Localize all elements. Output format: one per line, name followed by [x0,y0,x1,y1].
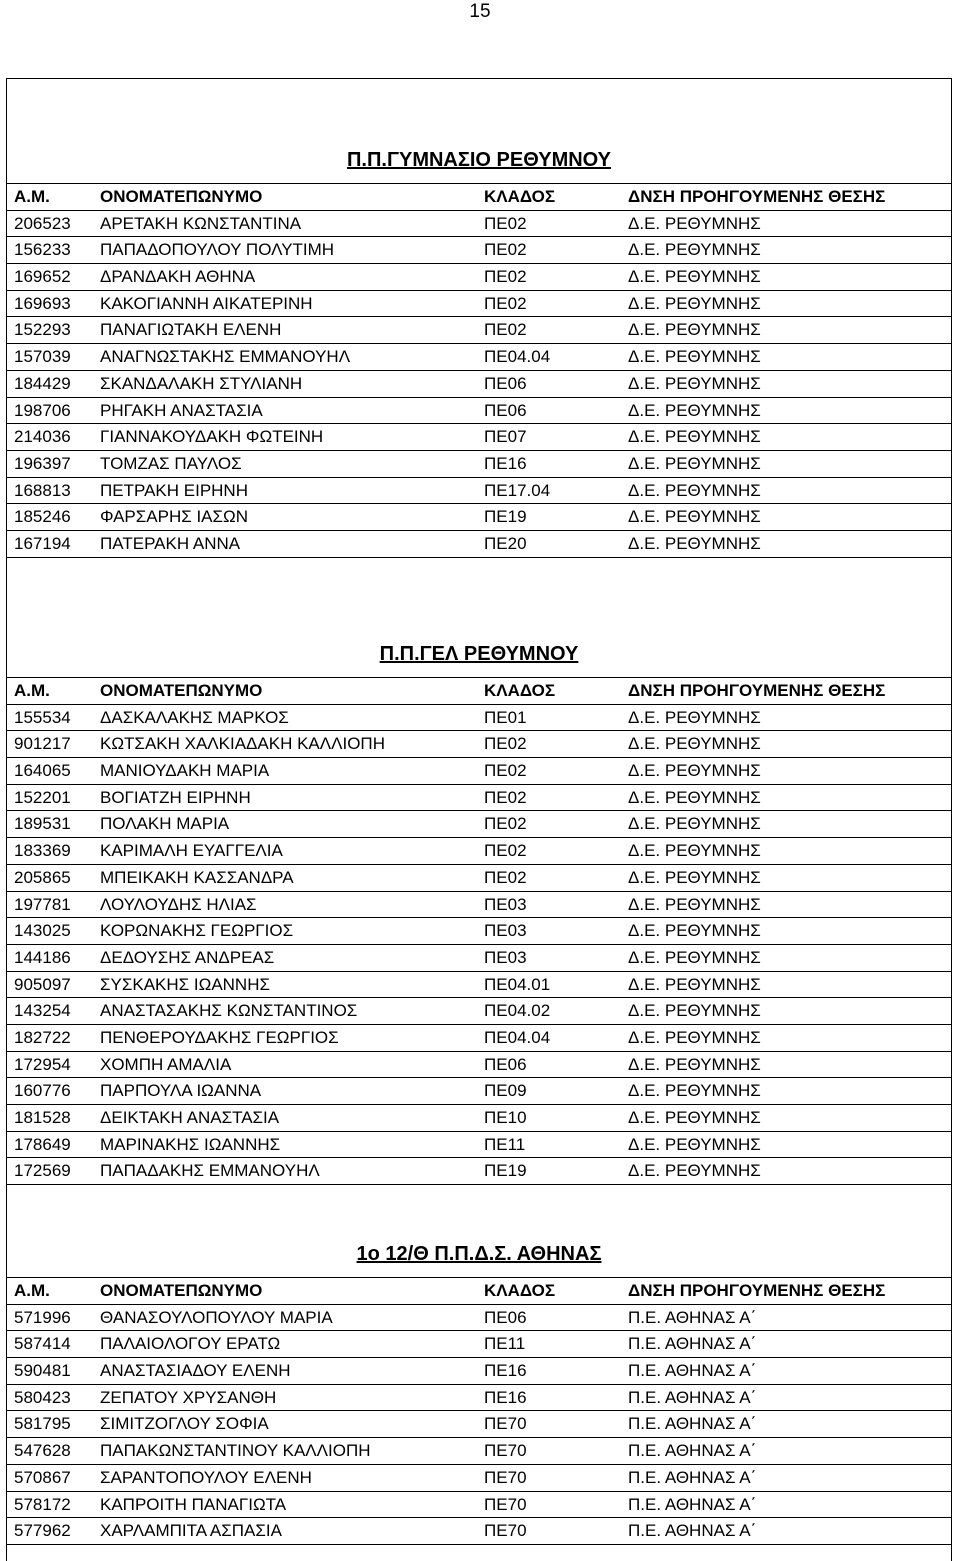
cell-klados: ΠΕ02 [484,814,527,834]
cell-prev: Δ.Ε. ΡΕΘΥΜΝΗΣ [628,894,761,914]
table-row [6,1411,952,1438]
cell-am: 577962 [14,1521,71,1541]
cell-klados: ΠΕ07 [484,427,527,447]
cell-am: 189531 [14,814,71,834]
cell-prev: Π.Ε. ΑΘΗΝΑΣ Α΄ [628,1414,757,1434]
table-row [6,1518,952,1545]
cell-prev: Π.Ε. ΑΘΗΝΑΣ Α΄ [628,1361,757,1381]
cell-klados: ΠΕ02 [484,267,527,287]
column-header-klados: ΚΛΑΔΟΣ [484,681,556,700]
cell-name: ΜΑΡΙΝΑΚΗΣ ΙΩΑΝΝΗΣ [100,1134,281,1154]
cell-name: ΠΑΛΑΙΟΛΟΓΟΥ ΕΡΑΤΩ [100,1334,281,1354]
table-row [6,1331,952,1358]
cell-name: ΚΟΡΩΝΑΚΗΣ ΓΕΩΡΓΙΟΣ [100,921,294,941]
table-row [6,705,952,732]
cell-prev: Δ.Ε. ΡΕΘΥΜΝΗΣ [628,373,761,393]
cell-name: ΠΑΠΑΔΟΠΟΥΛΟΥ ΠΟΛΥΤΙΜΗ [100,240,335,260]
cell-klados: ΠΕ11 [484,1334,526,1354]
cell-name: ΠΕΤΡΑΚΗ ΕΙΡΗΝΗ [100,480,248,500]
column-header-prev: ΔΝΣΗ ΠΡΟΗΓΟΥΜΕΝΗΣ ΘΕΣΗΣ [628,681,886,700]
cell-am: 590481 [14,1361,71,1381]
cell-prev: Δ.Ε. ΡΕΘΥΜΝΗΣ [628,814,761,834]
cell-klados: ΠΕ02 [484,787,527,807]
cell-am: 152201 [14,787,71,807]
cell-name: ΑΝΑΣΤΑΣΙΑΔΟΥ ΕΛΕΝΗ [100,1361,291,1381]
cell-klados: ΠΕ03 [484,921,527,941]
table-row [6,317,952,344]
table-row [6,811,952,838]
cell-am: 152293 [14,320,71,340]
cell-prev: Π.Ε. ΑΘΗΝΑΣ Α΄ [628,1441,757,1461]
cell-prev: Δ.Ε. ΡΕΘΥΜΝΗΣ [628,400,761,420]
cell-am: 169693 [14,293,71,313]
cell-name: ΣΙΜΙΤΖΟΓΛΟΥ ΣΟΦΙΑ [100,1414,269,1434]
cell-klados: ΠΕ17.04 [484,480,551,500]
table-row [6,785,952,812]
cell-klados: ΠΕ02 [484,293,527,313]
cell-klados: ΠΕ04.02 [484,1001,551,1021]
table-row [6,264,952,291]
cell-am: 185246 [14,507,71,527]
cell-klados: ΠΕ03 [484,894,527,914]
cell-prev: Δ.Ε. ΡΕΘΥΜΝΗΣ [628,213,761,233]
cell-name: ΠΟΛΑΚΗ ΜΑΡΙΑ [100,814,230,834]
cell-am: 198706 [14,400,71,420]
cell-prev: Δ.Ε. ΡΕΘΥΜΝΗΣ [628,841,761,861]
cell-klados: ΠΕ04.04 [484,347,551,367]
cell-name: ΖΕΠΑΤΟΥ ΧΡΥΣΑΝΘΗ [100,1387,277,1407]
cell-klados: ΠΕ70 [484,1494,527,1514]
section-gymnasio-rethymnou [6,136,952,558]
cell-prev: Δ.Ε. ΡΕΘΥΜΝΗΣ [628,787,761,807]
cell-klados: ΠΕ02 [484,734,527,754]
table-row [6,424,952,451]
section-title-text: 1ο 12/Θ Π.Π.Δ.Σ. ΑΘΗΝΑΣ [356,1243,602,1265]
table-row [6,1305,952,1332]
cell-name: ΡΗΓΑΚΗ ΑΝΑΣΤΑΣΙΑ [100,400,263,420]
cell-name: ΘΑΝΑΣΟΥΛΟΠΟΥΛΟΥ ΜΑΡΙΑ [100,1307,333,1327]
column-header-klados: ΚΛΑΔΟΣ [484,187,556,206]
table-row [6,1358,952,1385]
cell-prev: Δ.Ε. ΡΕΘΥΜΝΗΣ [628,1001,761,1021]
cell-name: ΚΑΠΡΟΙΤΗ ΠΑΝΑΓΙΩΤΑ [100,1494,287,1514]
cell-prev: Π.Ε. ΑΘΗΝΑΣ Α΄ [628,1467,757,1487]
cell-prev: Δ.Ε. ΡΕΘΥΜΝΗΣ [628,453,761,473]
cell-name: ΑΝΑΣΤΑΣΑΚΗΣ ΚΩΝΣΤΑΝΤΙΝΟΣ [100,1001,358,1021]
cell-name: ΔΑΣΚΑΛΑΚΗΣ ΜΑΡΚΟΣ [100,707,289,727]
cell-klados: ΠΕ16 [484,1361,527,1381]
cell-prev: Δ.Ε. ΡΕΘΥΜΝΗΣ [628,1108,761,1127]
cell-prev: Π.Ε. ΑΘΗΝΑΣ Α΄ [628,1521,757,1541]
cell-name: ΜΑΝΙΟΥΔΑΚΗ ΜΑΡΙΑ [100,761,270,781]
cell-prev: Π.Ε. ΑΘΗΝΑΣ Α΄ [628,1334,757,1354]
cell-klados: ΠΕ16 [484,1387,527,1407]
table-row [6,945,952,972]
cell-prev: Δ.Ε. ΡΕΘΥΜΝΗΣ [628,480,761,500]
cell-am: 570867 [14,1467,71,1487]
cell-klados: ΠΕ20 [484,533,527,553]
table-row [6,1078,952,1105]
column-header-am: Α.Μ. [14,187,50,206]
cell-klados: ΠΕ02 [484,240,527,260]
cell-prev: Δ.Ε. ΡΕΘΥΜΝΗΣ [628,507,761,527]
column-header-klados: ΚΛΑΔΟΣ [484,1281,556,1300]
table-header-row [6,678,952,705]
table-row [6,211,952,238]
cell-prev: Δ.Ε. ΡΕΘΥΜΝΗΣ [628,240,761,260]
cell-am: 169652 [14,267,71,287]
cell-am: 160776 [14,1081,71,1101]
cell-am: 164065 [14,761,71,781]
column-header-am: Α.Μ. [14,681,50,700]
cell-name: ΧΑΡΛΑΜΠΙΤΑ ΑΣΠΑΣΙΑ [100,1521,282,1541]
cell-klados: ΠΕ06 [484,373,527,393]
cell-klados: ΠΕ04.04 [484,1027,551,1047]
cell-am: 144186 [14,947,71,967]
cell-prev: Δ.Ε. ΡΕΘΥΜΝΗΣ [628,1161,761,1181]
section-ppds-athinas [6,1230,952,1545]
cell-klados: ΠΕ03 [484,947,527,967]
cell-am: 571996 [14,1307,71,1327]
cell-name: ΠΑΡΠΟΥΛΑ ΙΩΑΝΝΑ [100,1081,262,1101]
table-row [6,291,952,318]
cell-klados: ΠΕ06 [484,400,527,420]
cell-am: 178649 [14,1134,71,1154]
cell-name: ΑΝΑΓΝΩΣΤΑΚΗΣ ΕΜΜΑΝΟΥΗΛ [100,347,351,367]
cell-name: ΧΟΜΠΗ ΑΜΑΛΙΑ [100,1054,232,1074]
cell-prev: Δ.Ε. ΡΕΘΥΜΝΗΣ [628,1027,761,1047]
section-title [6,1230,952,1278]
cell-am: 905097 [14,974,71,994]
cell-klados: ΠΕ70 [484,1521,527,1541]
table-row [6,451,952,478]
table-row [6,918,952,945]
cell-prev: Π.Ε. ΑΘΗΝΑΣ Α΄ [628,1387,757,1407]
table-row [6,371,952,398]
cell-prev: Δ.Ε. ΡΕΘΥΜΝΗΣ [628,1081,761,1101]
column-header-name: ΟΝΟΜΑΤΕΠΩΝΥΜΟ [100,187,263,206]
cell-klados: ΠΕ06 [484,1054,527,1074]
cell-klados: ΠΕ02 [484,841,527,861]
cell-prev: Δ.Ε. ΡΕΘΥΜΝΗΣ [628,533,761,553]
cell-am: 143254 [14,1001,71,1021]
cell-name: ΠΑΤΕΡΑΚΗ ΑΝΝΑ [100,533,241,553]
table-row [6,731,952,758]
column-header-name: ΟΝΟΜΑΤΕΠΩΝΥΜΟ [100,681,263,700]
cell-prev: Δ.Ε. ΡΕΘΥΜΝΗΣ [628,320,761,340]
cell-klados: ΠΕ06 [484,1307,527,1327]
cell-name: ΜΠΕΙΚΑΚΗ ΚΑΣΣΑΝΔΡΑ [100,867,294,887]
table-row [6,344,952,371]
cell-prev: Δ.Ε. ΡΕΘΥΜΝΗΣ [628,761,761,781]
cell-name: ΔΕΔΟΥΣΗΣ ΑΝΔΡΕΑΣ [100,947,275,967]
cell-name: ΔΕΙΚΤΑΚΗ ΑΝΑΣΤΑΣΙΑ [100,1108,280,1127]
table-row [6,398,952,425]
cell-am: 168813 [14,480,71,500]
cell-name: ΔΡΑΝΔΑΚΗ ΑΘΗΝΑ [100,267,256,287]
cell-am: 157039 [14,347,71,367]
column-header-prev: ΔΝΣΗ ΠΡΟΗΓΟΥΜΕΝΗΣ ΘΕΣΗΣ [628,1281,886,1300]
cell-am: 214036 [14,427,71,447]
cell-klados: ΠΕ02 [484,213,527,233]
cell-am: 547628 [14,1441,71,1461]
section-title [6,630,952,678]
cell-am: 155534 [14,707,71,727]
section-gel-rethymnou [6,630,952,1185]
column-header-prev: ΔΝΣΗ ΠΡΟΗΓΟΥΜΕΝΗΣ ΘΕΣΗΣ [628,187,886,206]
cell-name: ΒΟΓΙΑΤΖΗ ΕΙΡΗΝΗ [100,787,251,807]
table-row [6,1052,952,1079]
section-table [6,184,952,558]
cell-klados: ΠΕ11 [484,1134,526,1154]
cell-name: ΣΥΣΚΑΚΗΣ ΙΩΑΝΝΗΣ [100,974,270,994]
table-row [6,838,952,865]
cell-klados: ΠΕ70 [484,1414,527,1434]
cell-name: ΣΑΡΑΝΤΟΠΟΥΛΟΥ ΕΛΕΝΗ [100,1467,312,1487]
table-row [6,1385,952,1412]
cell-am: 581795 [14,1414,71,1434]
cell-klados: ΠΕ02 [484,867,527,887]
table-row [6,237,952,264]
cell-klados: ΠΕ19 [484,507,527,527]
cell-am: 196397 [14,453,71,473]
cell-am: 184429 [14,373,71,393]
table-row [6,972,952,999]
cell-am: 156233 [14,240,71,260]
cell-klados: ΠΕ70 [484,1467,527,1487]
cell-klados: ΠΕ02 [484,320,527,340]
section-title [6,136,952,184]
cell-am: 183369 [14,841,71,861]
cell-name: ΠΑΠΑΔΑΚΗΣ ΕΜΜΑΝΟΥΗΛ [100,1161,320,1181]
table-row [6,1132,952,1159]
table-row [6,1105,952,1132]
cell-prev: Δ.Ε. ΡΕΘΥΜΝΗΣ [628,867,761,887]
cell-prev: Δ.Ε. ΡΕΘΥΜΝΗΣ [628,921,761,941]
table-row [6,1492,952,1519]
table-header-row [6,184,952,211]
cell-am: 206523 [14,213,71,233]
cell-klados: ΠΕ01 [484,707,527,727]
table-row [6,1025,952,1052]
table-row [6,1158,952,1185]
cell-name: ΓΙΑΝΝΑΚΟΥΔΑΚΗ ΦΩΤΕΙΝΗ [100,427,324,447]
section-title-text: Π.Π.ΓΥΜΝΑΣΙΟ ΡΕΘΥΜΝΟΥ [346,149,612,171]
cell-prev: Δ.Ε. ΡΕΘΥΜΝΗΣ [628,974,761,994]
section-title-text: Π.Π.ΓΕΛ ΡΕΘΥΜΝΟΥ [379,643,579,665]
cell-am: 580423 [14,1387,71,1407]
cell-am: 205865 [14,867,71,887]
column-header-name: ΟΝΟΜΑΤΕΠΩΝΥΜΟ [100,1281,263,1300]
section-table [6,678,952,1185]
cell-prev: Π.Ε. ΑΘΗΝΑΣ Α΄ [628,1494,757,1514]
cell-name: ΚΑΡΙΜΑΛΗ ΕΥΑΓΓΕΛΙΑ [100,841,283,861]
cell-am: 167194 [14,533,71,553]
table-row [6,1438,952,1465]
cell-prev: Δ.Ε. ΡΕΘΥΜΝΗΣ [628,427,761,447]
cell-name: ΠΑΠΑΚΩΝΣΤΑΝΤΙΝΟΥ ΚΑΛΛΙΟΠΗ [100,1441,371,1461]
section-table [6,1278,952,1545]
cell-name: ΚΩΤΣΑΚΗ ΧΑΛΚΙΑΔΑΚΗ ΚΑΛΛΙΟΠΗ [100,734,385,754]
cell-prev: Δ.Ε. ΡΕΘΥΜΝΗΣ [628,707,761,727]
table-header-row [6,1278,952,1305]
cell-klados: ΠΕ02 [484,761,527,781]
table-row [6,1465,952,1492]
cell-name: ΦΑΡΣΑΡΗΣ ΙΑΣΩΝ [100,507,249,527]
table-row [6,504,952,531]
cell-klados: ΠΕ70 [484,1441,527,1461]
table-row [6,531,952,558]
cell-am: 143025 [14,921,71,941]
cell-prev: Δ.Ε. ΡΕΘΥΜΝΗΣ [628,293,761,313]
cell-prev: Δ.Ε. ΡΕΘΥΜΝΗΣ [628,347,761,367]
table-row [6,758,952,785]
cell-prev: Δ.Ε. ΡΕΘΥΜΝΗΣ [628,1054,761,1074]
cell-name: ΑΡΕΤΑΚΗ ΚΩΝΣΤΑΝΤΙΝΑ [100,213,302,233]
cell-name: ΣΚΑΝΔΑΛΑΚΗ ΣΤΥΛΙΑΝΗ [100,373,303,393]
cell-am: 182722 [14,1027,71,1047]
cell-name: ΠΕΝΘΕΡΟΥΔΑΚΗΣ ΓΕΩΡΓΙΟΣ [100,1027,339,1047]
cell-klados: ΠΕ09 [484,1081,527,1101]
table-row [6,892,952,919]
table-row [6,865,952,892]
cell-prev: Δ.Ε. ΡΕΘΥΜΝΗΣ [628,734,761,754]
cell-klados: ΠΕ19 [484,1161,527,1181]
cell-name: ΛΟΥΛΟΥΔΗΣ ΗΛΙΑΣ [100,894,257,914]
cell-am: 181528 [14,1108,71,1127]
cell-name: ΤΟΜΖΑΣ ΠΑΥΛΟΣ [100,453,242,473]
cell-prev: Π.Ε. ΑΘΗΝΑΣ Α΄ [628,1307,757,1327]
cell-am: 172569 [14,1161,71,1181]
column-header-am: Α.Μ. [14,1281,50,1300]
cell-klados: ΠΕ16 [484,453,527,473]
cell-am: 587414 [14,1334,71,1354]
cell-am: 172954 [14,1054,71,1074]
cell-name: ΚΑΚΟΓΙΑΝΝΗ ΑΙΚΑΤΕΡΙΝΗ [100,293,313,313]
cell-am: 901217 [14,734,71,754]
cell-prev: Δ.Ε. ΡΕΘΥΜΝΗΣ [628,1134,761,1154]
cell-prev: Δ.Ε. ΡΕΘΥΜΝΗΣ [628,947,761,967]
cell-klados: ΠΕ04.01 [484,974,551,994]
cell-am: 578172 [14,1494,71,1514]
table-row [6,998,952,1025]
table-row [6,478,952,505]
cell-prev: Δ.Ε. ΡΕΘΥΜΝΗΣ [628,267,761,287]
page-number: 15 [469,1,491,22]
cell-am: 197781 [14,894,71,914]
cell-klados: ΠΕ10 [484,1108,527,1127]
cell-name: ΠΑΝΑΓΙΩΤΑΚΗ ΕΛΕΝΗ [100,320,282,340]
